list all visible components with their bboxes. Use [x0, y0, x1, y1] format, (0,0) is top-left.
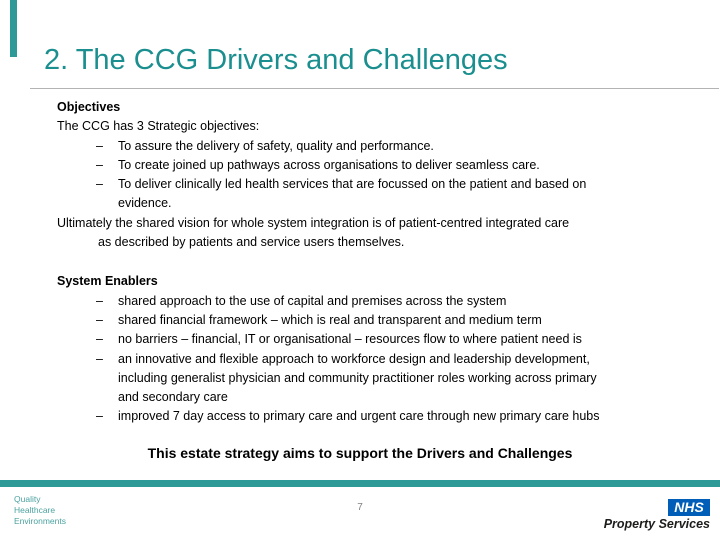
list-item	[96, 330, 675, 349]
teal-accent-bar	[10, 0, 17, 57]
text-line: as described by patients and service users themselves.	[98, 235, 405, 250]
enablers-heading: System Enablers	[57, 274, 158, 289]
list-item	[96, 156, 675, 175]
list-item	[96, 407, 675, 426]
brand-line: Healthcare	[14, 505, 56, 515]
slide-body	[57, 98, 675, 427]
text-line: To create joined up pathways across organisations to deliver seamless care.	[118, 157, 540, 172]
brand-line: Environments	[14, 516, 66, 526]
dash-bullet-icon: –	[96, 177, 103, 192]
text-line: Ultimately the shared vision for whole system integration is of patient-centred integrated care	[57, 215, 570, 230]
dash-bullet-icon: –	[96, 138, 103, 153]
list-item	[96, 175, 675, 214]
page-number: 7	[357, 502, 363, 513]
text-line: evidence.	[118, 196, 172, 211]
text-line: shared financial framework – which is real and transparent and medium term	[118, 312, 542, 327]
text-line: To assure the delivery of safety, quality and performance.	[118, 138, 434, 153]
list-item	[96, 350, 675, 408]
nhs-logo-icon: NHS	[668, 499, 710, 516]
dash-bullet-icon: –	[96, 157, 103, 172]
dash-bullet-icon: –	[96, 332, 103, 347]
text-line: an innovative and flexible approach to workforce design and leadership development,	[118, 351, 590, 366]
text-line: shared approach to the use of capital and premises across the system	[118, 293, 507, 308]
title-divider	[30, 88, 719, 89]
footer-teal-bar	[0, 480, 720, 487]
dash-bullet-icon: –	[96, 351, 103, 366]
list-item	[96, 311, 675, 330]
bullet-text	[118, 292, 675, 311]
bullet-text	[118, 175, 675, 214]
bullet-text	[118, 407, 675, 426]
list-item	[96, 137, 675, 156]
slide-title: 2. The CCG Drivers and Challenges	[44, 44, 508, 76]
text-line: improved 7 day access to primary care and urgent care through new primary care hubs	[118, 409, 600, 424]
text-line: no barriers – financial, IT or organisational – resources flow to where patient need is	[118, 332, 582, 347]
text-line: and secondary care	[118, 390, 228, 405]
brand-line: Quality	[14, 494, 41, 504]
dash-bullet-icon: –	[96, 409, 103, 424]
nhs-property-services-logo	[604, 499, 710, 531]
objectives-summary	[57, 214, 675, 253]
objectives-intro: The CCG has 3 Strategic objectives:	[57, 119, 260, 134]
bullet-text	[118, 330, 675, 349]
closing-statement: This estate strategy aims to support the Drivers and Challenges	[147, 445, 573, 461]
dash-bullet-icon: –	[96, 312, 103, 327]
bullet-text	[118, 137, 675, 156]
text-line: including generalist physician and community practitioner roles working across primary	[118, 370, 597, 385]
objectives-heading: Objectives	[57, 100, 121, 114]
nhs-logo-subtitle: Property Services	[603, 517, 710, 531]
bullet-text	[118, 350, 675, 408]
list-item	[96, 292, 675, 311]
bullet-text	[118, 311, 675, 330]
text-line: To deliver clinically led health services that are focussed on the patient and based on	[118, 177, 587, 192]
dash-bullet-icon: –	[96, 293, 103, 308]
bullet-text	[118, 156, 675, 175]
